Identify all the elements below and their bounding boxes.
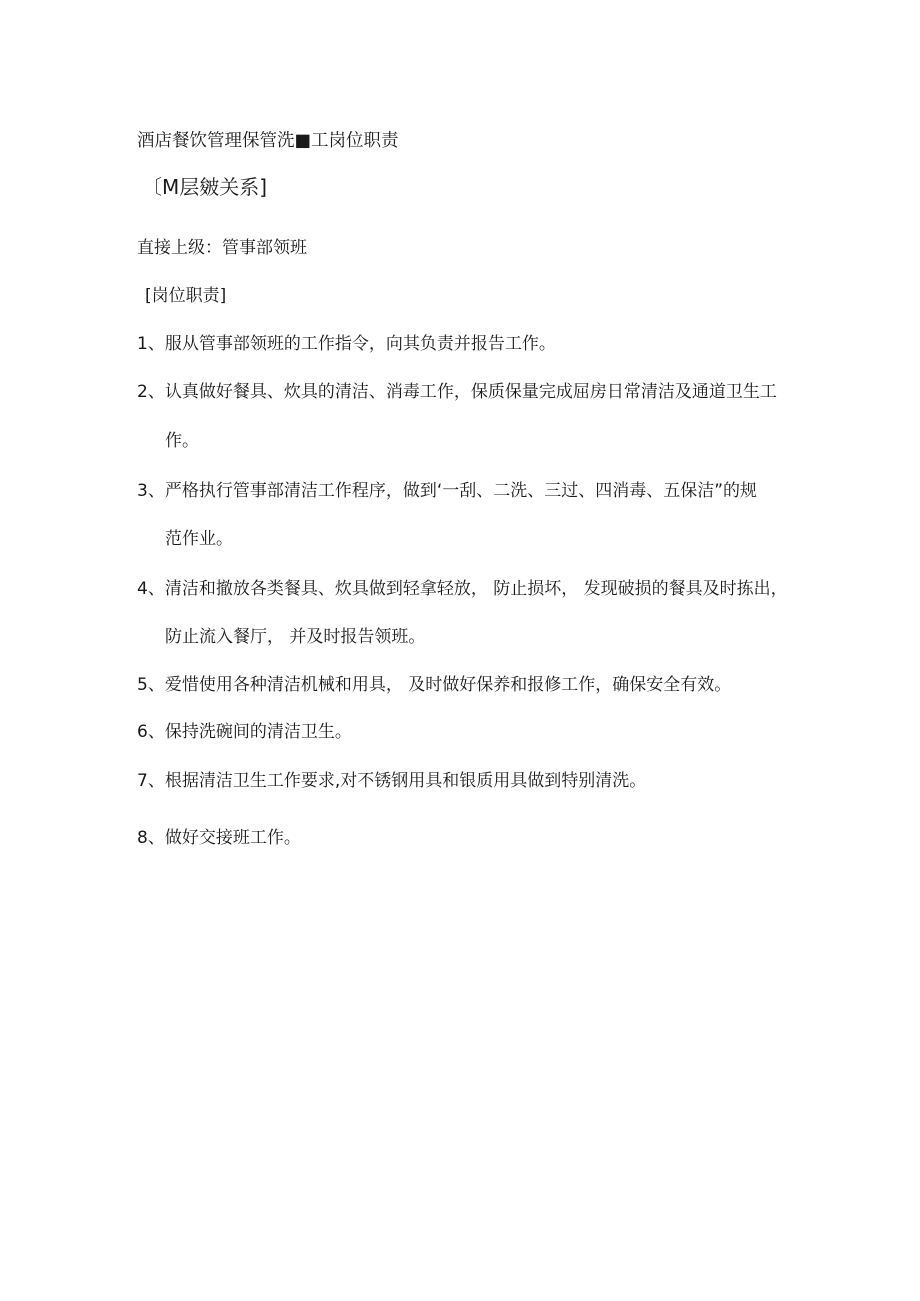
duty-item-4 — [137, 578, 788, 600]
duty-item-2-continuation: 作。 — [165, 431, 199, 451]
document-title: 酒店餐饮管理保管洗■工岗位职责 — [137, 131, 399, 151]
duty-number: 5、 — [137, 675, 165, 695]
duty-text: 做好交接班工作。 — [164, 828, 301, 848]
duty-item-4-continuation: 防止流入餐厅， 并及时报告领班。 — [165, 627, 426, 647]
duty-number: 6、 — [137, 722, 165, 742]
duty-text: 严格执行管事部清洁工作程序，做到‘一刮、二洗、三过、四消毒、五保洁”的规 — [164, 481, 758, 501]
direct-superior-line: 直接上级：管事部领班 — [137, 238, 307, 258]
duty-text: 认真做好餐具、炊具的清洁、消毒工作，保质保量完成屈房日常清洁及通道卫生工 — [164, 382, 777, 402]
duty-text: 根据清洁卫生工作要求,对不锈钢用具和银质用具做到特别清洗。 — [164, 771, 647, 791]
duty-item-3 — [137, 480, 757, 502]
section-heading-duties: [岗位职责] — [145, 286, 227, 306]
duty-item-5 — [137, 674, 731, 696]
duty-number: 3、 — [137, 481, 165, 501]
duty-text: 保持洗碗间的清洁卫生。 — [164, 722, 352, 742]
duty-number: 4、 — [137, 579, 165, 599]
duty-text: 清洁和撤放各类餐具、炊具做到轻拿轻放， 防止损坏， 发现破损的餐具及时拣出， — [164, 579, 788, 599]
duty-item-8 — [137, 827, 301, 849]
duty-text: 服从管事部领班的工作指令，向其负责并报告工作。 — [164, 334, 556, 354]
duty-item-7 — [137, 770, 646, 792]
duty-number: 2、 — [137, 382, 165, 402]
duty-item-1 — [137, 333, 556, 355]
duty-item-2 — [137, 381, 777, 403]
duty-text: 爱惜使用各种清洁机械和用具， 及时做好保养和报修工作，确保安全有效。 — [164, 675, 732, 695]
duty-number: 1、 — [137, 334, 165, 354]
duty-number: 8、 — [137, 828, 165, 848]
section-heading-hierarchy: 〔M层皴关系] — [142, 175, 268, 199]
duty-number: 7、 — [137, 771, 165, 791]
duty-item-3-continuation: 范作业。 — [165, 529, 233, 549]
duty-item-6 — [137, 721, 352, 743]
